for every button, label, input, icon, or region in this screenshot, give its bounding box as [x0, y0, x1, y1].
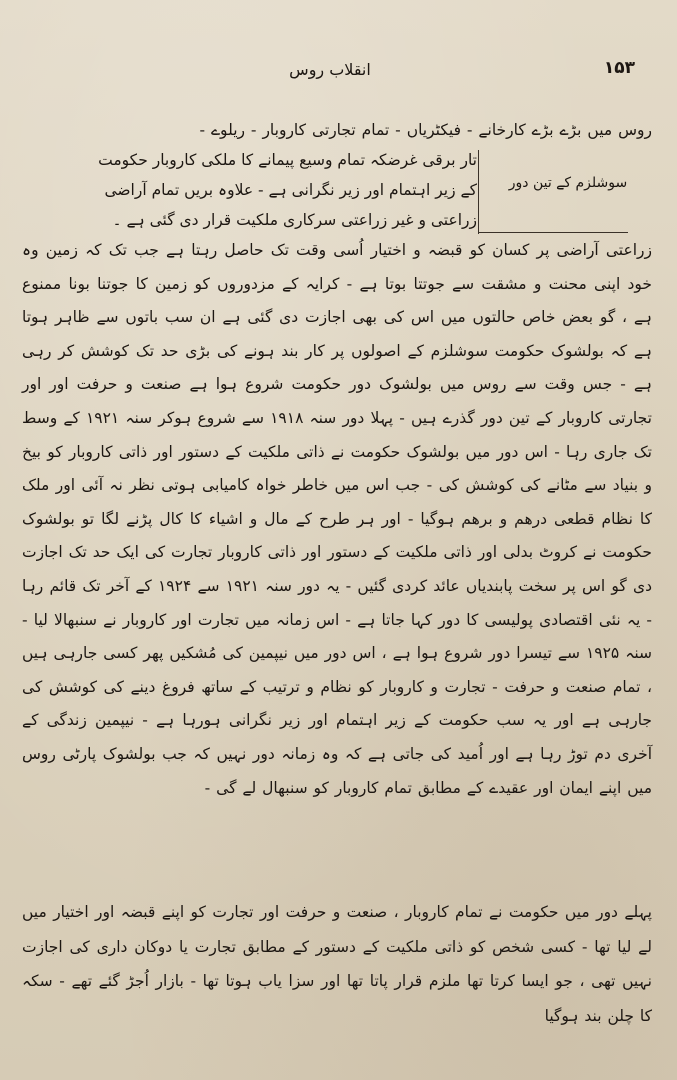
inset-line: تار برقی غرضکہ تمام وسیع پیمانے کا ملکی کاروبار حکومت	[98, 151, 477, 169]
inset-paragraph	[22, 145, 477, 235]
opening-line	[22, 113, 652, 147]
side-note-heading: سوشلزم کے تین دور	[508, 175, 628, 191]
final-paragraph	[22, 895, 652, 1033]
running-title: انقلاب روس	[289, 60, 371, 79]
inset-line: کے زیر اہتمام اور زیر نگرانی ہے - علاوہ بریں تمام آراضی	[104, 181, 477, 199]
side-note-horizontal-rule	[478, 232, 628, 233]
main-paragraph	[22, 234, 652, 805]
page-number: ۱۵۳	[603, 58, 635, 78]
final-paragraph-text: پہلے دور میں حکومت نے تمام کاروبار ، صنعت و حرفت اور تجارت کو اپنے قبضہ اور اختیار میں لے لیا تھا - کسی شخص کو ذاتی ملکیت کے دستور کے مطابق تجارت یا دوکان داری کی اجازت نہیں تھی ، جو ایسا کرتا تھا ملزم قرار پاتا تھا اور سزا یاب ہوتا تھا - بازار اُجڑ گئے تھے - سکہ کا چلن بند ہوگیا	[22, 903, 652, 1025]
inset-line: زراعتی و غیر زراعتی سرکاری ملکیت قرار دی گئی ہے ۔	[112, 211, 477, 229]
side-note-vertical-rule	[478, 150, 479, 234]
opening-line-text: روس میں بڑے بڑے کارخانے - فیکٹریاں - تمام تجارتی کاروبار - ریلوے -	[199, 121, 652, 139]
main-paragraph-text: زراعتی آراضی پر کسان کو قبضہ و اختیار اُسی وقت تک حاصل رہتا ہے جب تک کہ زمین وہ خود اپنی محنت و مشقت سے جوتتا بوتا ہے - کرایہ کے مزدوروں کو زمین کا جوتنا بونا ممنوع ہے ، گو بعض خاص حالتوں میں اس کی بھی اجازت دی گئی ہے ان سب باتوں سے ظاہر ہوتا ہے کہ بولشوک حکومت سوشلزم کے اصولوں پر کار بند ہونے کی بڑی حد تک کوشش کر رہی ہے - جس وقت سے روس میں بولشوک دور حکومت شروع ہوا ہے صنعت و حرفت اور اور تجارتی کاروبار کے تین دور گذرے ہیں - پہلا دور سنہ ۱۹۱۸ سے شروع ہوکر سنہ ۱۹۲۱ کے وسط تک جاری رہا - اس دور میں بولشوک حکومت نے ذاتی ملکیت کے دستور اور ذاتی کاروبار کو بیخ و بنیاد سے مٹانے کی کوشش کی - جب اس میں خاطر خواہ کامیابی ہوتی نظر نہ آئی اور ملک کا نظام قطعی درھم و برھم ہوگیا - اور ہر طرح کے مال و اشیاء کا کال پڑنے لگا تو بولشوک حکومت نے کروٹ بدلی اور ذاتی ملکیت کے دستور اور ذاتی کاروبار تجارت کی ایک حد تک اجازت دی گو اس پر سخت پابندیاں عائد کردی گئیں - یہ دور سنہ ۱۹۲۱ سے ۱۹۲۴ کے آخر تک قائم رہا - یہ نئی اقتصادی پولیسی کا دور کہا جاتا ہے - اس زمانہ میں تجارت اور کاروبار نے سنبھالا لیا - سنہ ۱۹۲۵ سے تیسرا دور شروع ہوا ہے ، اس دور میں نیپمین کی مُشکیں پھر کسی جارہی ہیں ، تمام صنعت و حرفت - تجارت و کاروبار کو نظام و ترتیب کے ساتھ فروغ دینے کی کوشش کی جارہی ہے اور یہ سب حکومت کے زیر اہتمام اور زیر نگرانی ہورہا ہے - نیپمین زندگی کے آخری دم توڑ رہا ہے اور اُمید کی جاتی ہے کہ وہ زمانہ دور نہیں کہ جب بولشوک پارٹی روس میں اپنے ایمان اور عقیدے کے مطابق تمام کاروبار کو سنبھال لے گی -	[22, 241, 652, 797]
